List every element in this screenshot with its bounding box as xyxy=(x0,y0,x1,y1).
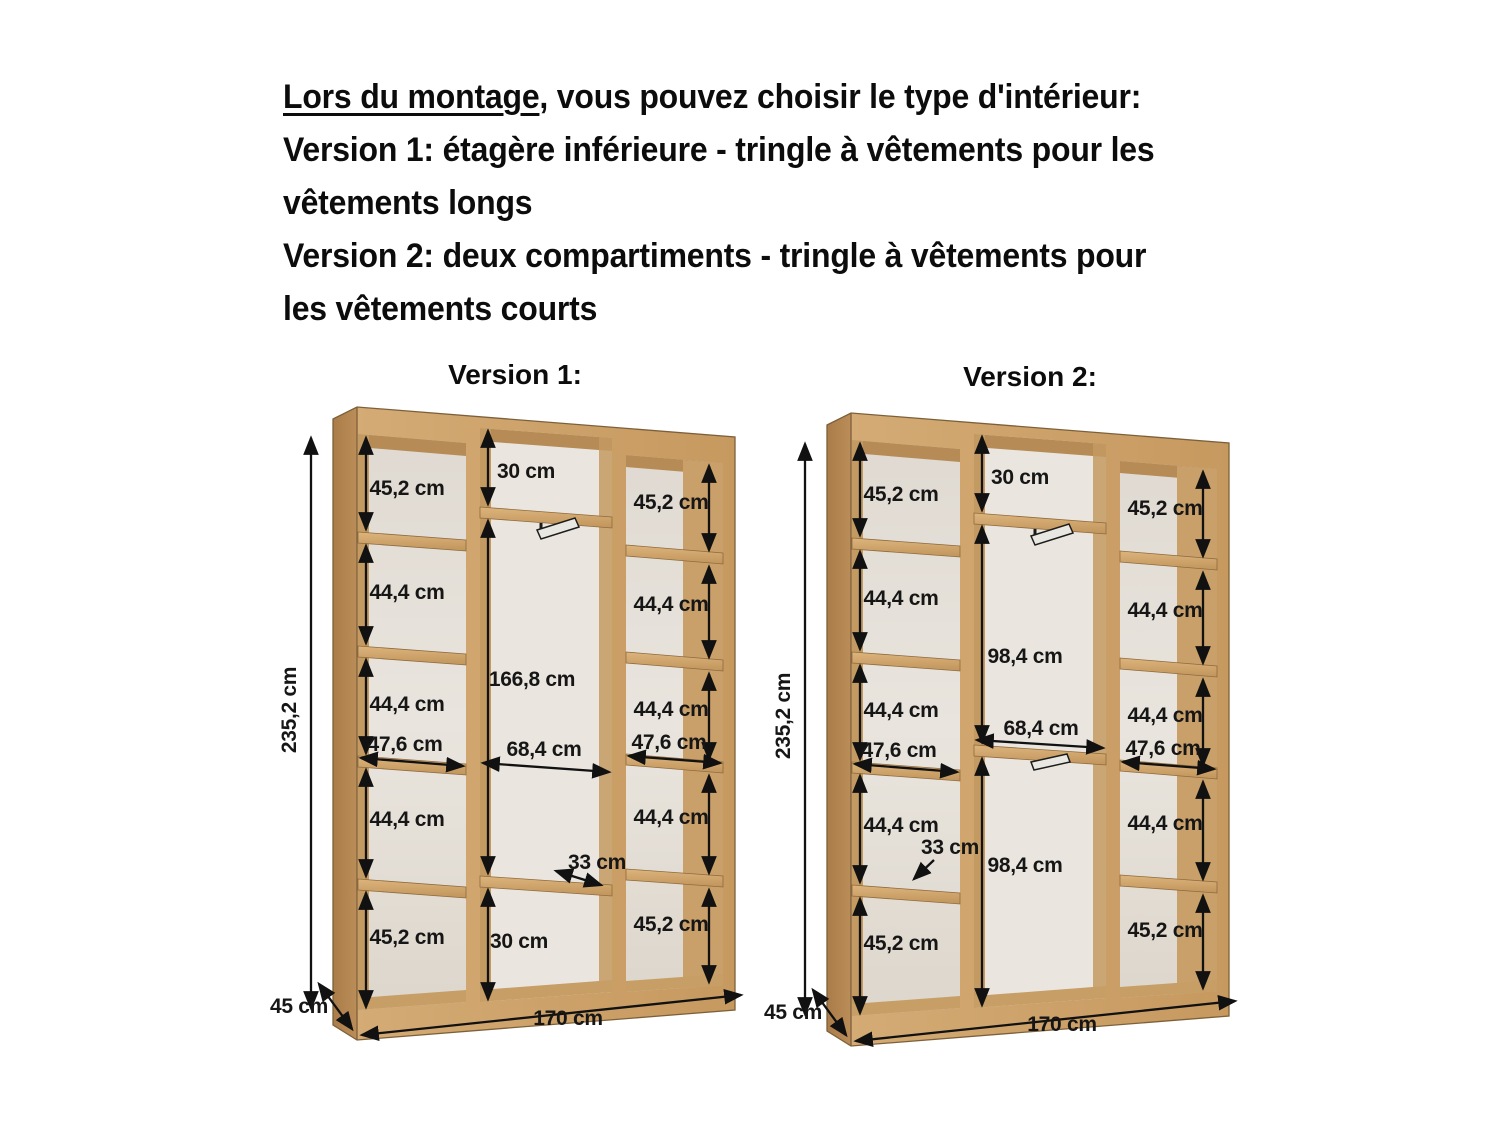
compartment-label: 45,2 cm xyxy=(863,932,939,955)
compartment-label: 45,2 cm xyxy=(369,926,445,949)
diagram1-title: Version 1: xyxy=(448,359,582,390)
inner-wall-left xyxy=(852,440,863,1016)
compartment-label: 44,4 cm xyxy=(369,693,445,716)
height-label: 235,2 cm xyxy=(278,666,301,754)
intro-rest: , vous pouvez choisir le type d'intérieur: xyxy=(539,78,1142,116)
compartment-label: 45,2 cm xyxy=(633,491,709,514)
compartment-label: 44,4 cm xyxy=(1127,704,1203,727)
inner-wall-right xyxy=(683,460,723,989)
compartment-label: 30 cm xyxy=(990,466,1050,489)
compartment-label: 45,2 cm xyxy=(633,913,709,936)
inner-wall-right xyxy=(1177,466,1217,995)
compartment-label: 44,4 cm xyxy=(863,814,939,837)
side-panel xyxy=(827,413,851,1046)
diagram2-title: Version 2: xyxy=(963,361,1097,392)
heading-block xyxy=(283,72,1336,337)
inner-wall-left xyxy=(358,434,369,1010)
back-panel-left xyxy=(852,440,960,1016)
width-label: 170 cm xyxy=(1027,1013,1097,1036)
column-width-label: 47,6 cm xyxy=(861,739,937,762)
compartment-label: 45,2 cm xyxy=(369,477,445,500)
version2-desc-line2: les vêtements courts xyxy=(283,290,598,328)
shelf-depth-label: 33 cm xyxy=(567,851,627,874)
shelf-depth-label: 33 cm xyxy=(920,836,980,859)
column-width-label: 47,6 cm xyxy=(631,731,707,754)
compartment-label: 98,4 cm xyxy=(987,645,1063,668)
compartment-label: 44,4 cm xyxy=(863,699,939,722)
compartment-label: 45,2 cm xyxy=(1127,919,1203,942)
compartment-label: 44,4 cm xyxy=(1127,812,1203,835)
compartment-label: 44,4 cm xyxy=(1127,599,1203,622)
compartment-label: 30 cm xyxy=(489,930,549,953)
compartment-label: 98,4 cm xyxy=(987,854,1063,877)
depth-label: 45 cm xyxy=(269,995,329,1018)
compartment-label: 166,8 cm xyxy=(488,668,576,691)
column-width-label: 68,4 cm xyxy=(1003,717,1079,740)
intro-line xyxy=(283,72,1336,123)
compartment-label: 44,4 cm xyxy=(369,808,445,831)
compartment-label: 44,4 cm xyxy=(633,698,709,721)
compartment-label: 44,4 cm xyxy=(369,581,445,604)
intro-underlined: Lors du montage xyxy=(283,78,540,116)
version2-desc-line1: Version 2: deux compartiments - tringle à vêtements pour xyxy=(283,237,1147,275)
width-label: 170 cm xyxy=(533,1007,603,1030)
column-width-label: 68,4 cm xyxy=(506,738,582,761)
version1-desc-line2: vêtements longs xyxy=(283,184,533,222)
compartment-label: 45,2 cm xyxy=(1127,497,1203,520)
version1-desc-line1: Version 1: étagère inférieure - tringle à vêtements pour les xyxy=(283,131,1155,169)
compartment-label: 44,4 cm xyxy=(633,806,709,829)
compartment-label: 30 cm xyxy=(496,460,556,483)
column-width-label: 47,6 cm xyxy=(367,733,443,756)
compartment-label: 44,4 cm xyxy=(863,587,939,610)
compartment-label: 44,4 cm xyxy=(633,593,709,616)
back-panel-left xyxy=(358,434,466,1010)
depth-label: 45 cm xyxy=(763,1001,823,1024)
compartment-label: 45,2 cm xyxy=(863,483,939,506)
wardrobe-diagram-version1 xyxy=(265,392,755,1082)
wardrobe-diagram-version2 xyxy=(759,398,1249,1088)
side-panel xyxy=(333,407,357,1040)
column-width-label: 47,6 cm xyxy=(1125,737,1201,760)
height-label: 235,2 cm xyxy=(772,672,795,760)
